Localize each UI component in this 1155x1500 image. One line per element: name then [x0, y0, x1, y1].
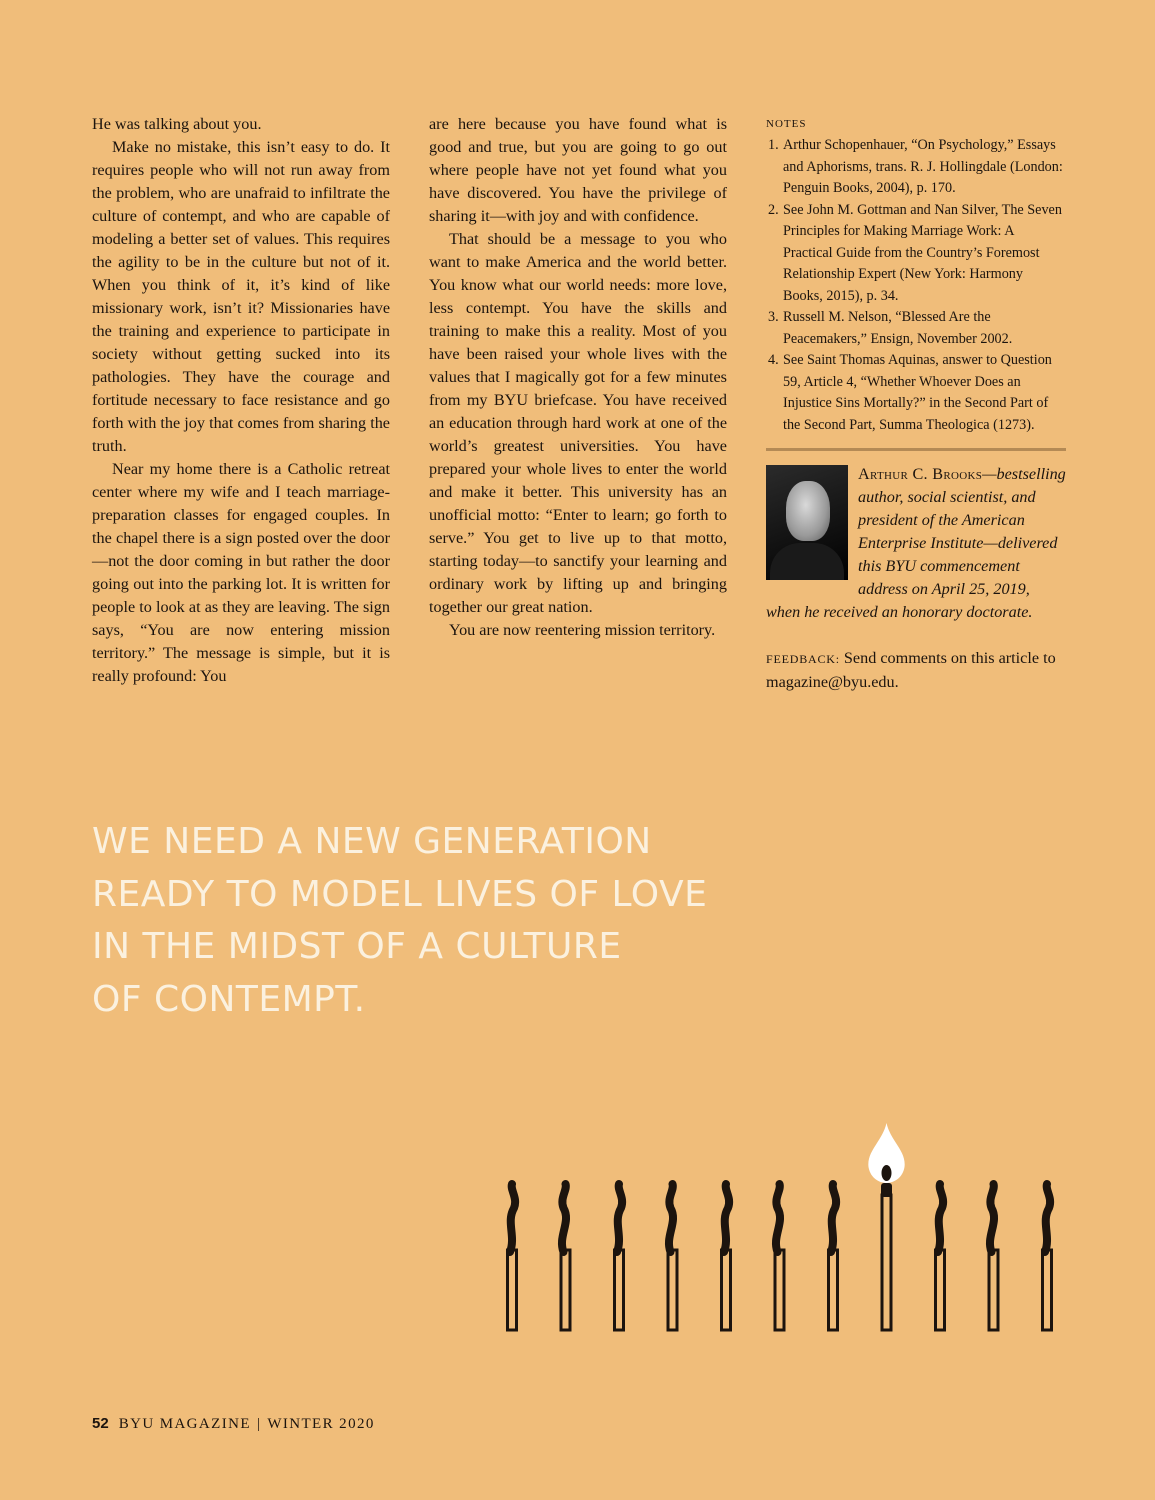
burnt-match [722, 1184, 731, 1330]
publication-name: BYU MAGAZINE [118, 1416, 251, 1432]
pull-quote-line: IN THE MIDST OF A CULTURE [92, 926, 622, 967]
paragraph: Near my home there is a Catholic retreat center where my wife and I teach marriage-preparation classes for engaged couples. In the chapel there is a sign posted over the door—not the door coming in but rather the door going out into the parking lot. It is written for people to look at as they are leaving. The sign says, “You are now entering mission territory.” The message is simple, but it is really profound: You [92, 460, 390, 685]
article-column-1 [92, 113, 390, 688]
sidebar-column [766, 113, 1066, 694]
author-photo [766, 465, 848, 580]
author-bio [766, 463, 1066, 624]
paragraph: You are now reentering mission territory. [449, 621, 716, 639]
paragraph: That should be a message to you who want to make America and the world better. You know what our world needs: more love, less contempt. You have the skills and training to make this a reality. Most of you have been raised your whole lives with the values that I magically got for a few minutes from my BYU briefcase. You have received an education through hard work at one of the world’s greatest universities. You have prepared your whole lives to enter the world and make it better. This university has an unofficial motto: “Enter to learn; go forth to serve.” You get to live up to that motto, starting today—to sanctify your learning and ordinary work by lifting up and bringing together our great nation. [429, 230, 727, 616]
burnt-match [829, 1184, 838, 1330]
pull-quote-line: OF CONTEMPT. [92, 978, 366, 1020]
feedback-label: FEEDBACK: [766, 652, 840, 666]
burnt-match [508, 1184, 517, 1330]
notes-list [766, 135, 1066, 436]
page-footer [92, 1415, 375, 1433]
notes-heading: NOTES [766, 118, 807, 130]
burnt-match [561, 1184, 570, 1330]
note-item: 4. See Saint Thomas Aquinas, answer to Question 59, Article 4, “Whether Whoever Does an Injustice Sins Mortally?” in the Second Part of the Second Part, Summa Theologica (1273). [768, 352, 1052, 433]
matches-illustration [490, 1115, 1070, 1345]
paragraph: Make no mistake, this isn’t easy to do. It requires people who will not run away from the problem, who are unafraid to infiltrate the culture of contempt, and who are capable of modeling a better set of values. This requires the agility to be in the culture but not of it. When you think of it, it’s kind of like missionary work, isn’t it? Missionaries have the training and experience to participate in society without getting sucked into its pathologies. They have the courage and fortitude necessary to face resistance and go forth with the joy that comes from sharing the truth. [92, 138, 390, 455]
footer-separator: | [256, 1416, 262, 1432]
burnt-match [936, 1184, 945, 1330]
divider [766, 448, 1066, 451]
feedback-text: Send comments on this article to magazine@byu.edu. [766, 649, 1056, 691]
page-number: 52 [92, 1415, 109, 1432]
pull-quote-line: READY TO MODEL LIVES OF LOVE [92, 873, 708, 915]
burnt-match [668, 1184, 677, 1330]
author-description: —bestselling author, social scientist, and president of the American Enterprise Institute—delivered this BYU commencement address on April 25, 2019, when he received an honorary doctorate. [766, 465, 1066, 621]
burnt-match [1043, 1184, 1052, 1330]
burnt-match [775, 1184, 784, 1330]
feedback-note [766, 647, 1066, 694]
pull-quote-line: WE NEED A NEW GENERATION [92, 821, 652, 862]
note-item: 3. Russell M. Nelson, “Blessed Are the Peacemakers,” Ensign, November 2002. [768, 309, 1013, 347]
burnt-match [615, 1184, 624, 1330]
issue-name: WINTER 2020 [267, 1416, 375, 1432]
paragraph: are here because you have found what is good and true, but you are going to go out where people have not yet found what you have discovered. You have the privilege of sharing it—with joy and with confidence. [429, 115, 727, 225]
note-item: 2. See John M. Gottman and Nan Silver, The Seven Principles for Making Marriage Work: A Practical Guide from the Country’s Foremost Relationship Expert (New York: Harmony Books, 2015), p. 34. [768, 201, 1062, 304]
pull-quote [92, 816, 772, 1026]
author-name: Arthur C. Brooks [858, 465, 983, 483]
burnt-match [989, 1184, 998, 1330]
lit-match [868, 1123, 904, 1330]
paragraph: He was talking about you. [92, 115, 262, 133]
article-column-2 [429, 113, 727, 642]
note-item: 1. Arthur Schopenhauer, “On Psychology,” Essays and Aphorisms, trans. R. J. Hollingdale (London: Penguin Books, 2004), p. 170. [768, 137, 1063, 196]
